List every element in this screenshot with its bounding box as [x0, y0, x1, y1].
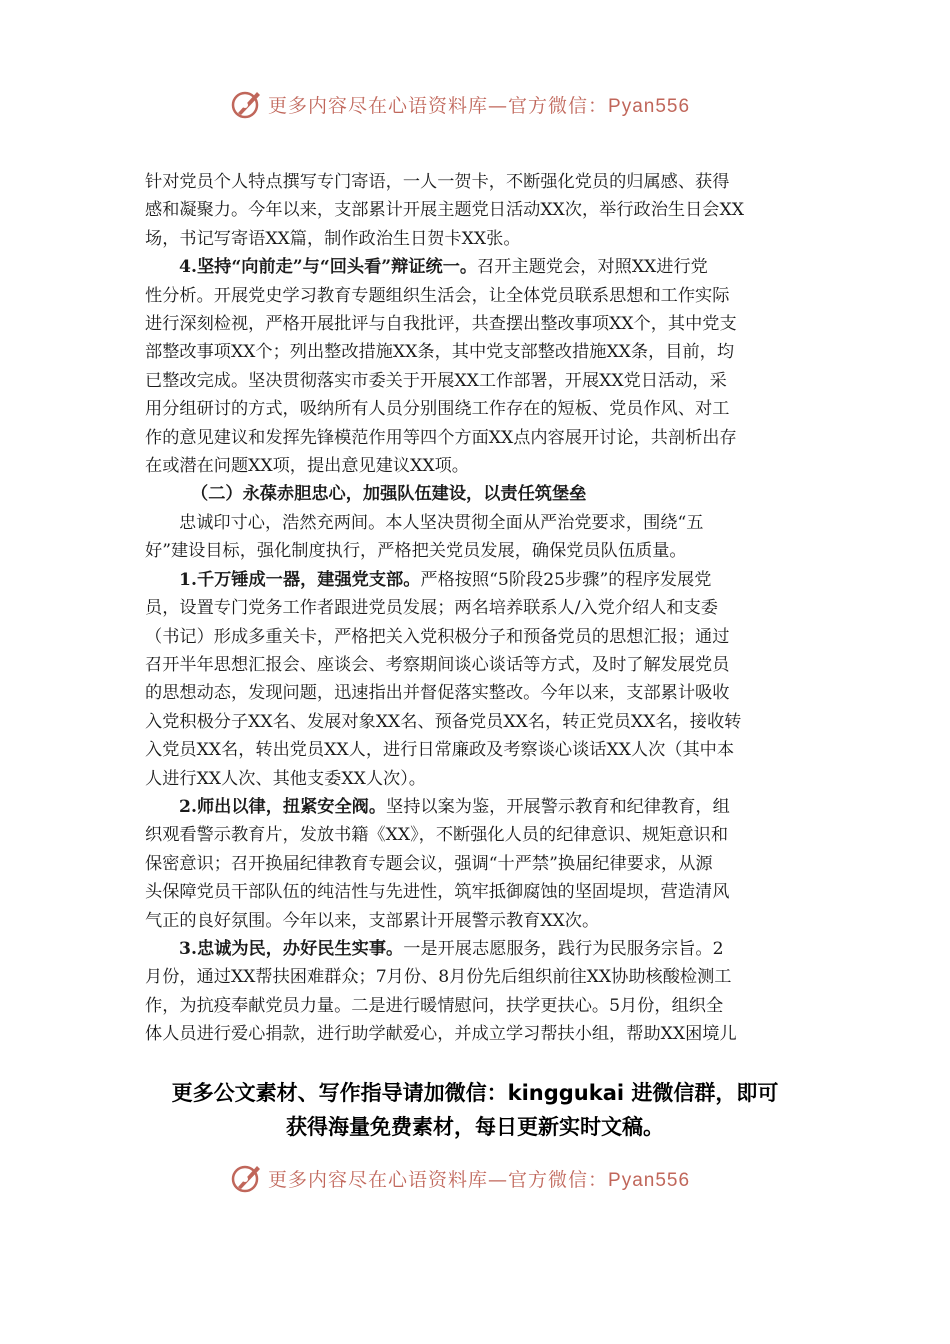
- line-text: 体人员进行爱心捐款，进行助学献爱心，并成立学习帮扶小组，帮助XX困境儿: [145, 1024, 737, 1045]
- body-line: [145, 594, 810, 622]
- promo-notice: [100, 1076, 850, 1144]
- body-line: [145, 850, 810, 878]
- body-line: [145, 452, 810, 480]
- body-line: [145, 1020, 810, 1048]
- line-text: 召开半年思想汇报会、座谈会、考察期间谈心谈话等方式，及时了解发展党员: [145, 654, 730, 675]
- body-line: [145, 935, 810, 963]
- footer-banner[interactable]: [230, 1158, 790, 1198]
- line-text: 性分析。开展党史学习教育专题组织生活会，让全体党员联系思想和工作实际: [145, 285, 730, 306]
- line-text: 员，设置专门党务工作者跟进党员发展；两名培养联系人/入党介绍人和支委: [145, 598, 718, 619]
- line-text: 用分组研讨的方式，吸纳所有人员分别围绕工作存在的短板、党员作风、对工: [145, 399, 730, 420]
- item-title: 4.坚持“向前走”与“回头看”辩证统一。: [179, 257, 478, 278]
- body-line: [145, 566, 810, 594]
- body-line: [145, 765, 810, 793]
- body-line: [145, 708, 810, 736]
- pen-logo-icon: [230, 1161, 264, 1195]
- body-line: [145, 509, 810, 537]
- body-line: [145, 679, 810, 707]
- section-heading: （二）永葆赤胆忠心，加强队伍建设，以责任筑堡垒: [191, 484, 587, 505]
- body-line: [145, 282, 810, 310]
- header-banner[interactable]: [230, 84, 790, 124]
- line-text: 的思想动态，发现问题，迅速指出并督促落实整改。今年以来，支部累计吸收: [145, 683, 730, 704]
- line-text: （书记）形成多重关卡，严格把关入党积极分子和预备党员的思想汇报；通过: [145, 626, 730, 647]
- item-title: 2.师出以律，扭紧安全阀。: [179, 796, 387, 817]
- body-line: [145, 992, 810, 1020]
- line-text: 织观看警示教育片，发放书籍《XX》，不断强化人员的纪律意识、规矩意识和: [145, 825, 729, 846]
- line-text: 已整改完成。坚决贯彻落实市委关于开展XX工作部署，开展XX党日活动，采: [145, 370, 727, 391]
- document-body: [145, 168, 810, 1049]
- line-text: 作，为抗疫奉献党员力量。二是进行暖情慰问，扶学更扶心。5月份，组织全: [145, 995, 724, 1016]
- line-text: 入党积极分子XX名、发展对象XX名、预备党员XX名，转正党员XX名，接收转: [145, 711, 742, 732]
- line-text: 召开主题党会，对照XX进行党: [477, 257, 708, 278]
- line-text: 坚持以案为鉴，开展警示教育和纪律教育，组: [386, 796, 730, 817]
- promo-line-2: 获得海量免费素材，每日更新实时文稿。: [286, 1115, 664, 1139]
- line-text: 进行深刻检视，严格开展批评与自我批评，共查摆出整改事项XX个，其中党支: [145, 314, 737, 335]
- line-text: 好”建设目标，强化制度执行，严格把关党员发展，确保党员队伍质量。: [145, 541, 687, 562]
- line-text: 部整改事项XX个；列出整改措施XX条，其中党支部整改措施XX条，目前，均: [145, 342, 735, 363]
- line-text: 严格按照“5阶段25步骤”的程序发展党: [420, 569, 712, 590]
- line-text: 忠诚印寸心，浩然充两间。本人坚决贯彻全面从严治党要求，围绕“五: [179, 512, 704, 533]
- body-line: [145, 651, 810, 679]
- body-line: [145, 168, 810, 196]
- body-line: [145, 623, 810, 651]
- line-text: 场，书记写寄语XX篇，制作政治生日贺卡XX张。: [145, 228, 521, 249]
- body-line: [145, 424, 810, 452]
- body-line: [145, 793, 810, 821]
- line-text: 针对党员个人特点撰写专门寄语，一人一贺卡，不断强化党员的归属感、获得: [145, 172, 730, 192]
- line-text: 入党员XX名，转出党员XX人，进行日常廉政及考察谈心谈话XX人次（其中本: [145, 740, 735, 761]
- line-text: 一是开展志愿服务，践行为民服务宗旨。2: [403, 938, 724, 959]
- body-line: [145, 310, 810, 338]
- body-line: [145, 196, 810, 224]
- body-line: [145, 253, 810, 281]
- header-banner-text: 更多内容尽在心语资料库—官方微信：Pyan556: [268, 94, 691, 117]
- body-line: [145, 821, 810, 849]
- line-text: 作的意见建议和发挥先锋模范作用等四个方面XX点内容展开讨论，共剖析出存: [145, 427, 737, 448]
- body-line: [145, 878, 810, 906]
- body-line: [145, 338, 810, 366]
- footer-banner-text: 更多内容尽在心语资料库—官方微信：Pyan556: [268, 1168, 691, 1191]
- body-line: [145, 367, 810, 395]
- body-line: [145, 395, 810, 423]
- body-line: [145, 736, 810, 764]
- body-line: [145, 225, 810, 253]
- line-text: 人进行XX人次、其他支委XX人次）。: [145, 768, 426, 789]
- body-line: [145, 537, 810, 565]
- item-title: 3.忠诚为民，办好民生实事。: [179, 938, 404, 959]
- body-line: [145, 963, 810, 991]
- line-text: 感和凝聚力。今年以来，支部累计开展主题党日活动XX次，举行政治生日会XX: [145, 200, 744, 221]
- pen-logo-icon: [230, 87, 264, 121]
- line-text: 气正的良好氛围。今年以来，支部累计开展警示教育XX次。: [145, 910, 600, 931]
- line-text: 月份，通过XX帮扶困难群众；7月份、8月份先后组织前往XX协助核酸检测工: [145, 967, 732, 988]
- line-text: 头保障党员干部队伍的纯洁性与先进性，筑牢抵御腐蚀的坚固堤坝，营造清风: [145, 882, 730, 903]
- item-title: 1.千万锤成一器，建强党支部。: [179, 569, 421, 590]
- line-text: 在或潜在问题XX项，提出意见建议XX项。: [145, 456, 469, 477]
- body-line: [145, 907, 810, 935]
- line-text: 保密意识；召开换届纪律教育专题会议，强调“十严禁”换届纪律要求，从源: [145, 853, 713, 874]
- promo-line-1: 更多公文素材、写作指导请加微信：kinggukai 进微信群，即可: [171, 1081, 779, 1105]
